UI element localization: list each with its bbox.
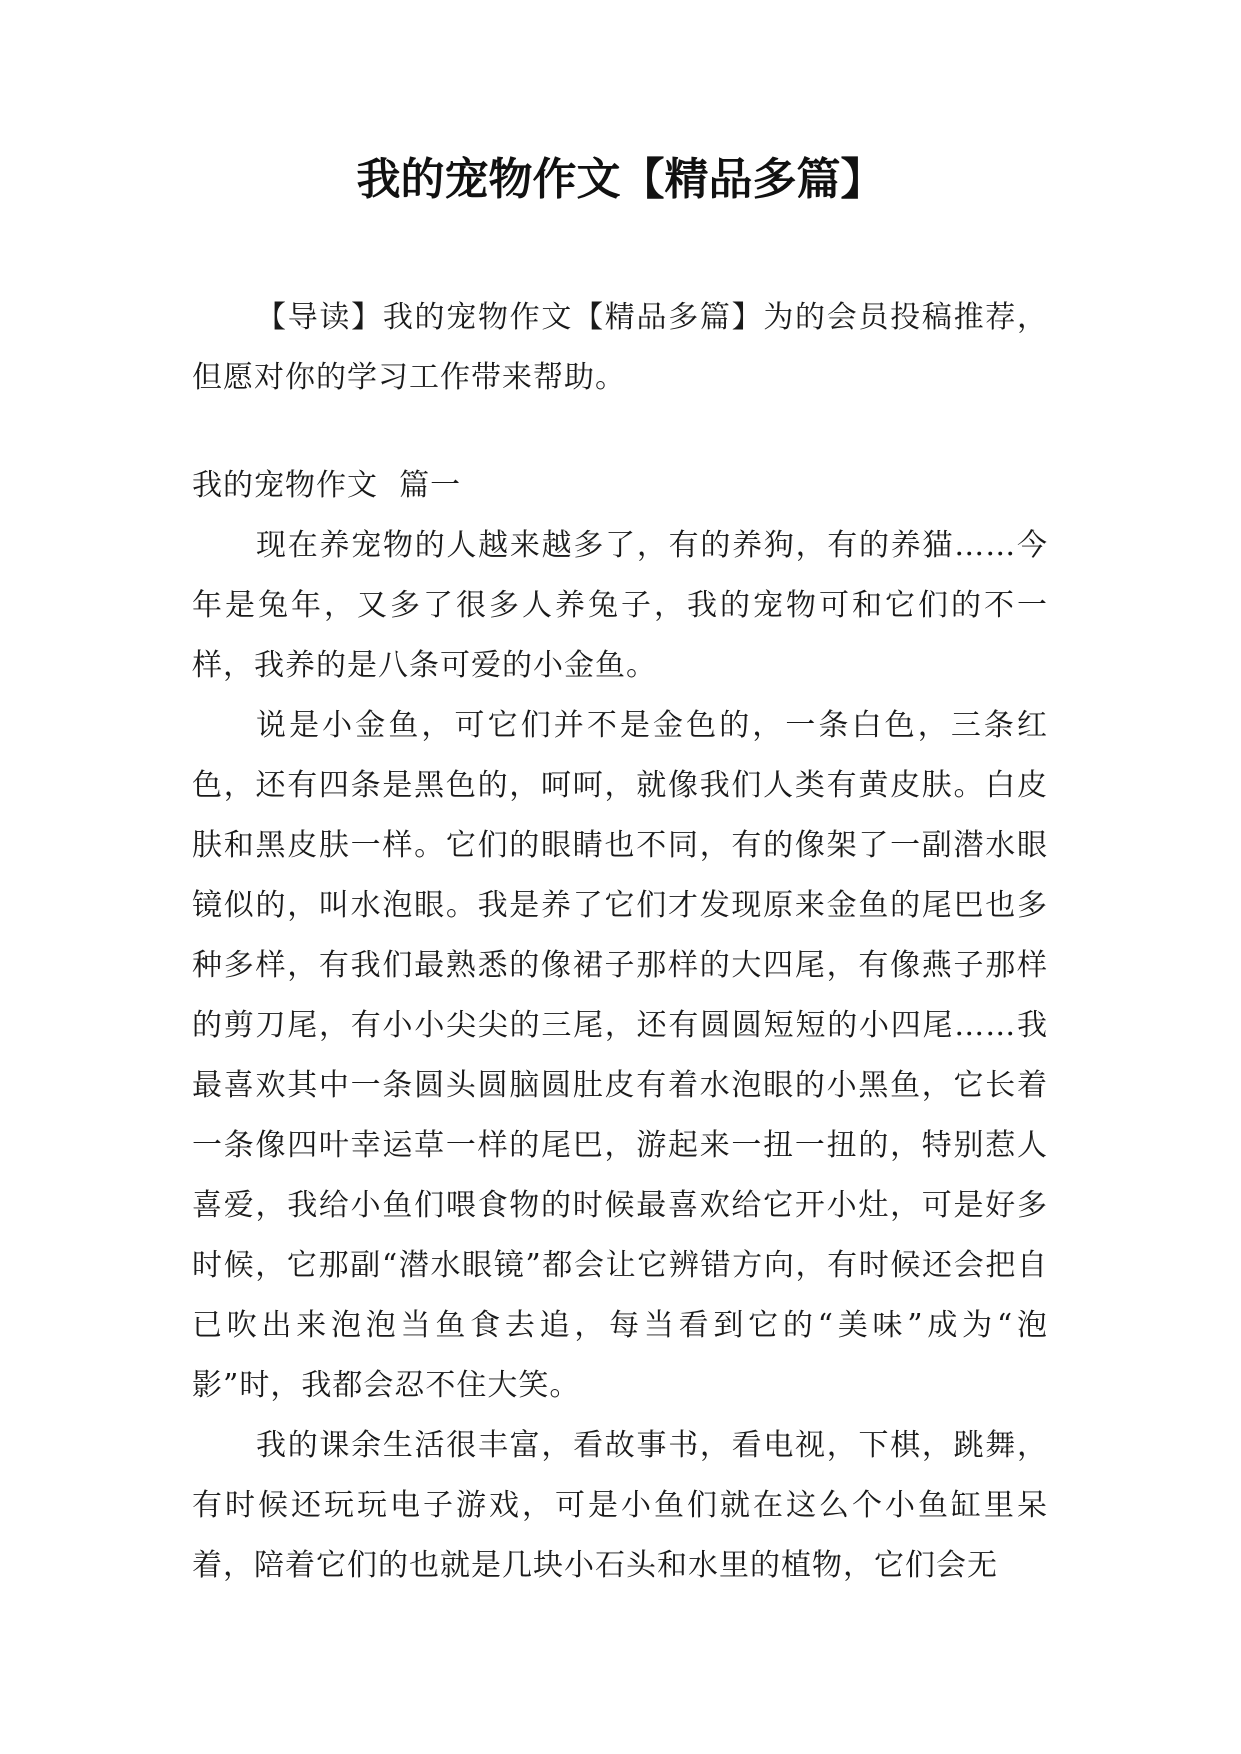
paragraph-3: 我的课余生活很丰富，看故事书，看电视，下棋，跳舞，有时候还玩玩电子游戏，可是小鱼们就在这么个小鱼缸里呆着，陪着它们的也就是几块小石头和水里的植物，它们会无 [192,1428,1048,1583]
document-title: 我的宠物作文【精品多篇】 [356,154,885,205]
section-heading: 我的宠物作文 篇一 [192,468,462,503]
paragraph-1: 现在养宠物的人越来越多了，有的养狗，有的养猫……今年是兔年，又多了很多人养兔子，我的宠物可和它们的不一样，我养的是八条可爱的小金鱼。 [192,528,1048,683]
paragraph-2: 说是小金鱼，可它们并不是金色的，一条白色，三条红色，还有四条是黑色的，呵呵，就像我们人类有黄皮肤。白皮肤和黑皮肤一样。它们的眼睛也不同，有的像架了一副潜水眼镜似的，叫水泡眼。我是养了它们才发现原来金鱼的尾巴也多种多样，有我们最熟悉的像裙子那样的大四尾，有像燕子那样的剪刀尾，有小小尖尖的三尾，还有圆圆短短的小四尾……我最喜欢其中一条圆头圆脑圆肚皮有着水泡眼的小黑鱼，它长着一条像四叶幸运草一样的尾巴，游起来一扭一扭的，特别惹人喜爱，我给小鱼们喂食物的时候最喜欢给它开小灶，可是好多时候，它那副“潜水眼镜”都会让它辨错方向，有时候还会把自已吹出来泡泡当鱼食去追，每当看到它的“美味”成为“泡影”时，我都会忍不住大笑。 [192,708,1048,1403]
lead-paragraph: 【导读】我的宠物作文【精品多篇】为的会员投稿推荐，但愿对你的学习工作带来帮助。 [192,300,1048,395]
article-body [192,516,1048,1596]
